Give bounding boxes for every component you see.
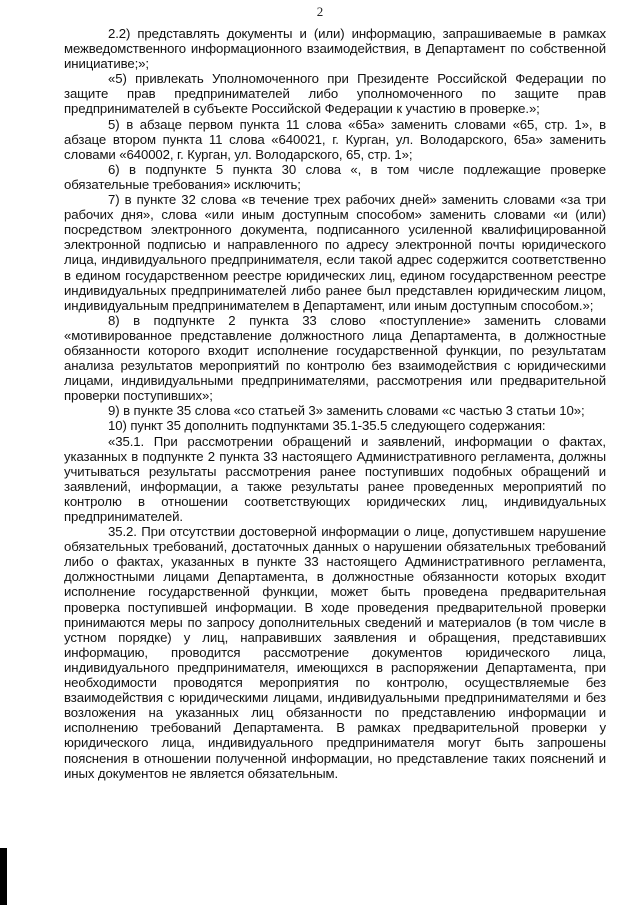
paragraph-amend-9: 9) в пункте 35 слова «со статьей 3» заменить словами «с частью 3 статьи 10»;: [108, 403, 585, 419]
paragraph-35-2: 35.2. При отсутствии достоверной информации о лице, допустившем нарушение обязательных требований, достаточных данных о нарушении обязательных требований либо о фактах, указанных в пункте 33 настоящего Административного регламента, должностными лицами Департамента, в должностные обязанности которых входит исполнение государственной функции, может быть проведена предварительная проверка поступившей информации. В ходе проведения предварительной проверки принимаются меры по запросу дополнительных сведений и материалов (в том числе в устном порядке) у лиц, направивших заявления и обращения, представивших информацию, проводится рассмотрение документов юридического лица, индивидуального предпринимателя, имеющихся в распоряжении Департамента, при необходимости проводятся мероприятия по контролю, осуществляемые без взаимодействия с юридическими лицами, индивидуальными предпринимателями и без возложения на указанных лиц обязанности по представлению информации и исполнению требований Департамента. В рамках предварительной проверки у юридического лица, индивидуального предпринимателя могут быть запрошены пояснения в отношении полученной информации, но представление таких пояснений и иных документов не является обязательным.: [64, 524, 606, 781]
paragraph-amend-6: 6) в подпункте 5 пункта 30 слова «, в том числе подлежащие проверке обязательные требования» исключить;: [64, 161, 606, 192]
paragraph-amend-5: 5) в абзаце первом пункта 11 слова «65а» заменить словами «65, стр. 1», в абзаце втором пункта 11 слова «640021, г. Курган, ул. Володарского, 65а» заменить словами «640002, г. Курган, ул. Володарского, 65, стр. 1»;: [64, 116, 606, 162]
document-body: [64, 26, 606, 781]
paragraph-35-1: «35.1. При рассмотрении обращений и заявлений, информации о фактах, указанных в подпункте 2 пункта 33 настоящего Административного регламента, должны учитываться результаты рассмотрения ранее поступивших подобных обращений и заявлений, информации, а также результаты ранее проведенных мероприятий по контролю в отношении соответствующих юридических лиц, индивидуальных предпринимателей.: [64, 433, 606, 524]
paragraph-amend-10: 10) пункт 35 дополнить подпунктами 35.1-35.5 следующего содержания:: [108, 418, 546, 434]
paragraph-item-5-ombudsman: «5) привлекать Уполномоченного при Президенте Российской Федерации по защите прав предпринимателей либо уполномоченного по защите прав предпринимателей в субъекте Российской Федерации к участию в проверке.»;: [64, 71, 606, 117]
paragraph-amend-8: 8) в подпункте 2 пункта 33 слово «поступление» заменить словами «мотивированное представление должностного лица Департамента, в должностные обязанности которого входит исполнение государственной функции, по результатам анализа результатов мероприятий по контролю без взаимодействия с юридическими лицами, индивидуальными предпринимателями, рассмотрения или предварительной проверки поступивших»;: [64, 312, 606, 404]
paragraph-2-2: 2.2) представлять документы и (или) информацию, запрашиваемые в рамках межведомственного информационного взаимодействия, в Департамент по собственной инициативе;»;: [64, 26, 606, 72]
page-number: 2: [316, 4, 324, 19]
paragraph-amend-7: 7) в пункте 32 слова «в течение трех рабочих дней» заменить словами «за три рабочих дня», слова «или иным доступным способом» заменить словами «и (или) посредством электронного документа, подписанного усиленной квалифицированной электронной подписью и направленного по адресу электронной почты юридического лица, индивидуального предпринимателя, если такой адрес содержится соответственно в едином государственном реестре юридических лиц, едином государственном реестре индивидуальных предпринимателей либо ранее был представлен юридическим лицом, индивидуальным предпринимателем в Департамент, или иным доступным способом.»;: [64, 192, 606, 313]
scan-edge-mark: [0, 848, 7, 905]
